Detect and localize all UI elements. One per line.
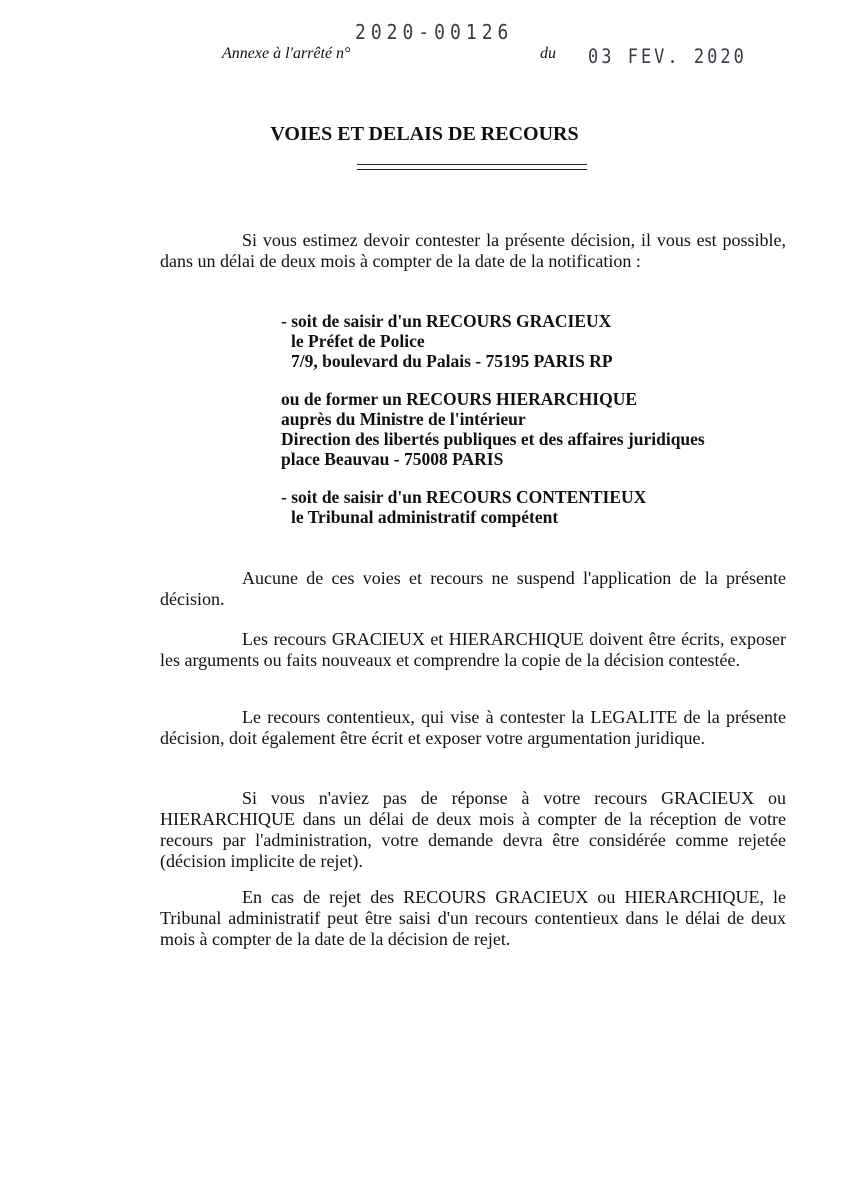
recours-hierarchique-recipient: auprès du Ministre de l'intérieur (281, 409, 526, 429)
date-label: du (540, 45, 556, 62)
recours-gracieux-block (281, 311, 781, 371)
recours-contentieux-block (281, 487, 781, 527)
paragraph-written-requirement: Les recours GRACIEUX et HIERARCHIQUE doivent être écrits, exposer les arguments ou faits nouveaux et comprendre la copie de la décision contestée. (160, 629, 786, 670)
recours-gracieux-recipient: le Préfet de Police (291, 331, 425, 351)
title-underline (357, 164, 587, 170)
recours-hierarchique-block (281, 389, 781, 469)
recours-hierarchique-direction: Direction des libertés publiques et des affaires juridiques (281, 429, 705, 449)
recours-gracieux-heading: - soit de saisir d'un RECOURS GRACIEUX (281, 311, 612, 331)
recours-contentieux-heading: - soit de saisir d'un RECOURS CONTENTIEUX (281, 487, 647, 507)
recours-hierarchique-heading: ou de former un RECOURS HIERARCHIQUE (281, 389, 638, 409)
stamped-date: 03 FEV. 2020 (588, 45, 747, 69)
intro-paragraph: Si vous estimez devoir contester la présente décision, il vous est possible, dans un délai de deux mois à compter de la date de la notification : (160, 230, 786, 271)
paragraph-implicit-rejection: Si vous n'aviez pas de réponse à votre recours GRACIEUX ou HIERARCHIQUE dans un délai de deux mois à compter de la réception de votre recours par l'administration, votre demande devra être considérée comme rejetée (décision implicite de rejet). (160, 788, 786, 871)
paragraph-contentieux: Le recours contentieux, qui vise à contester la LEGALITE de la présente décision, doit également être écrit et exposer votre argumentation juridique. (160, 707, 786, 748)
recours-gracieux-address: 7/9, boulevard du Palais - 75195 PARIS RP (291, 351, 613, 371)
annex-label: Annexe à l'arrêté n° (222, 45, 351, 62)
page-title: VOIES ET DELAIS DE RECOURS (270, 123, 579, 145)
recours-contentieux-recipient: le Tribunal administratif compétent (291, 507, 559, 527)
stamped-decree-number: 2020-00126 (355, 20, 514, 45)
paragraph-no-suspension: Aucune de ces voies et recours ne suspend l'application de la présente décision. (160, 568, 786, 609)
paragraph-after-rejection: En cas de rejet des RECOURS GRACIEUX ou HIERARCHIQUE, le Tribunal administratif peut être saisi d'un recours contentieux dans le délai de deux mois à compter de la date de la décision de rejet. (160, 887, 786, 949)
recours-hierarchique-address: place Beauvau - 75008 PARIS (281, 449, 504, 469)
